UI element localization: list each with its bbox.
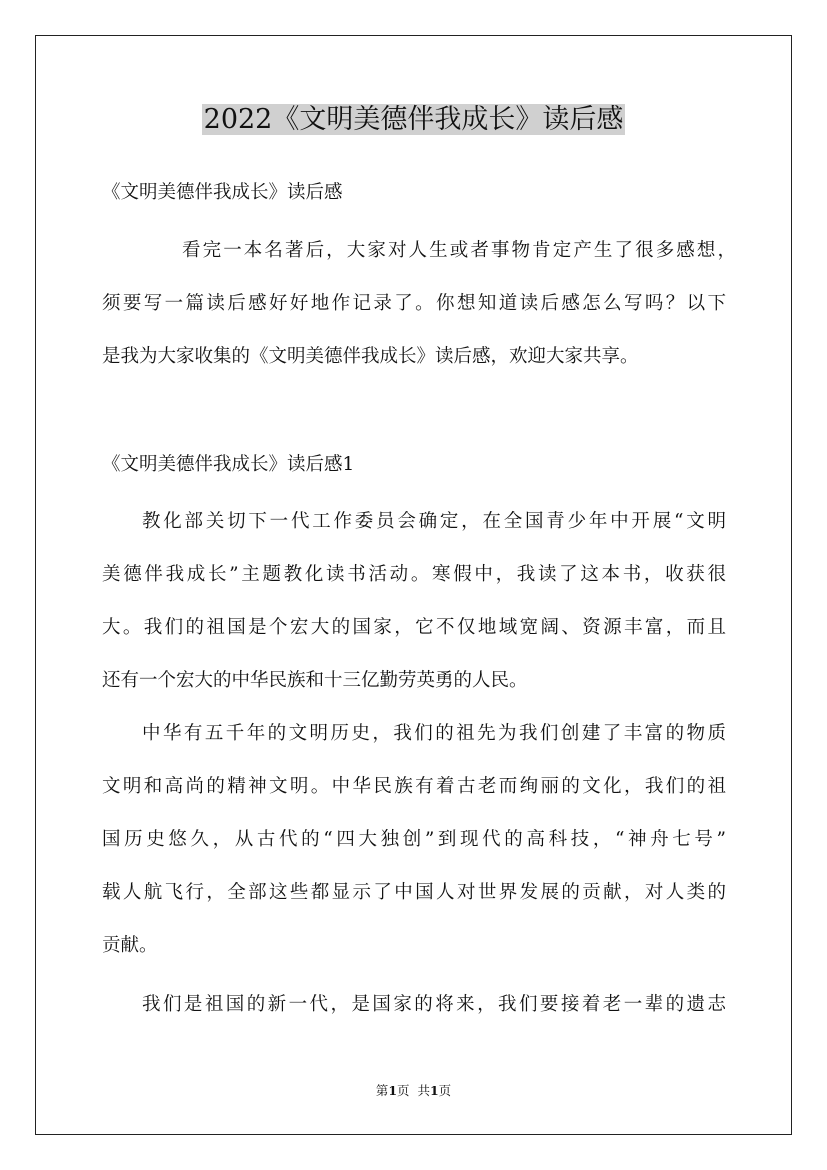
page-footer <box>0 1083 827 1099</box>
intro-line-1: 看完一本名著后，大家对人生或者事物肯定产生了很多感想， <box>182 240 736 261</box>
footer-mid: 页 共 <box>397 1083 430 1098</box>
section1-heading: 《文明美德伴我成长》读后感1 <box>102 454 355 475</box>
intro-line-3: 是我为大家收集的《文明美德伴我成长》读后感，欢迎大家共享。 <box>102 346 639 367</box>
section1-p2-line-1: 中华有五千年的文明历史，我们的祖先为我们创建了丰富的物质 <box>142 723 726 744</box>
intro-line-2: 须要写一篇读后感好好地作记录了。你想知道读后感怎么写吗？以下 <box>102 293 726 314</box>
section1-p1-line-1: 教化部关切下一代工作委员会确定，在全国青少年中开展“文明 <box>142 511 726 532</box>
section1-p2-line-5: 贡献。 <box>102 935 158 956</box>
section1-p1-line-3: 大。我们的祖国是个宏大的国家，它不仅地域宽阔、资源丰富，而且 <box>102 617 726 638</box>
section1-p2-line-3: 国历史悠久，从古代的“四大独创”到现代的高科技，“神舟七号” <box>102 829 726 850</box>
section1-p1-line-2: 美德伴我成长”主题教化读书活动。寒假中，我读了这本书，收获很 <box>102 564 726 585</box>
footer-suffix: 页 <box>438 1083 452 1098</box>
section1-p2-line-4: 载人航飞行，全部这些都显示了中国人对世界发展的贡献，对人类的 <box>102 882 726 903</box>
section1-p1-line-4: 还有一个宏大的中华民族和十三亿勤劳英勇的人民。 <box>102 670 528 691</box>
footer-prefix: 第 <box>375 1083 389 1098</box>
document-title <box>0 100 827 140</box>
document-title-text: 2022《文明美德伴我成长》读后感 <box>203 104 624 135</box>
footer-page-current: 1 <box>388 1083 398 1098</box>
section1-p3-line-1: 我们是祖国的新一代，是国家的将来，我们要接着老一辈的遗志 <box>142 994 726 1015</box>
footer-page-total: 1 <box>429 1083 439 1098</box>
document-subtitle: 《文明美德伴我成长》读后感 <box>102 182 343 203</box>
section1-p2-line-2: 文明和高尚的精神文明。中华民族有着古老而绚丽的文化，我们的祖 <box>102 776 726 797</box>
